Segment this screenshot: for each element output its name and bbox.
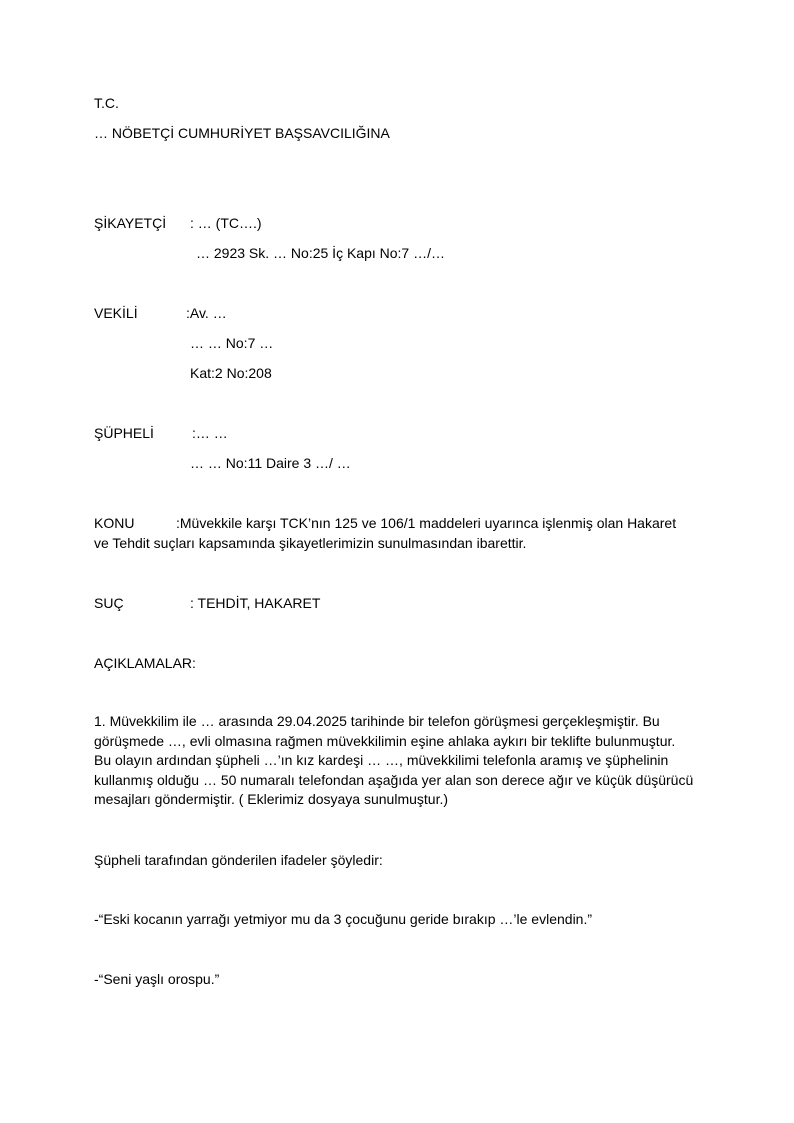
complainant-label: ŞİKAYETÇİ bbox=[94, 215, 167, 231]
attorney-address-line2: Kat:2 No:208 bbox=[190, 365, 272, 381]
suspect-value: :… … bbox=[192, 425, 228, 441]
suspect-label: ŞÜPHELİ bbox=[94, 425, 154, 441]
subject-label: KONU bbox=[94, 515, 135, 531]
complainant-value: : … (TC….) bbox=[190, 215, 262, 231]
paragraph-line: kullanmış olduğu … 50 numaralı telefondan aşağıda yer alan son derece ağır ve küçük düşürücü bbox=[94, 771, 694, 788]
crime-value: : TEHDİT, HAKARET bbox=[190, 595, 321, 611]
quote-1: -“Eski kocanın yarrağı yetmiyor mu da 3 çocuğunu geride bırakıp …’le evlendin.” bbox=[94, 911, 593, 927]
attorney-value: :Av. … bbox=[186, 305, 227, 321]
statements-intro: Şüpheli tarafından gönderilen ifadeler şöyledir: bbox=[94, 852, 383, 868]
header-tc: T.C. bbox=[94, 95, 119, 111]
suspect-address: … … No:11 Daire 3 …/ … bbox=[190, 455, 351, 471]
subject-line2: ve Tehdit suçları kapsamında şikayetlerimizin sunulmasından ibarettir. bbox=[94, 535, 527, 551]
subject-line1: :Müvekkile karşı TCK’nın 125 ve 106/1 maddeleri uyarınca işlenmiş olan Hakaret bbox=[176, 515, 677, 531]
complainant-address: … 2923 Sk. … No:25 İç Kapı No:7 …/… bbox=[196, 245, 445, 261]
attorney-address-line1: … … No:7 … bbox=[190, 335, 274, 351]
header-office: … NÖBETÇİ CUMHURİYET BAŞSAVCILIĞINA bbox=[94, 125, 390, 141]
explanation-paragraph-1 bbox=[94, 712, 706, 810]
paragraph-line: Bu olayın ardından şüpheli …’ın kız kardeşi … …, müvekkilimi telefonla aramış ve şüphelinin bbox=[94, 752, 669, 768]
attorney-label: VEKİLİ bbox=[94, 305, 138, 321]
crime-label: SUÇ bbox=[94, 595, 124, 611]
paragraph-line: mesajları göndermiştir. ( Eklerimiz dosyaya sunulmuştur.) bbox=[94, 791, 449, 807]
paragraph-line: görüşmede …, evli olmasına rağmen müvekkilimin eşine ahlaka aykırı bir teklifte bulunmuştur. bbox=[94, 732, 676, 749]
explanations-heading: AÇIKLAMALAR: bbox=[94, 655, 196, 671]
paragraph-line: 1. Müvekkilim ile … arasında 29.04.2025 tarihinde bir telefon görüşmesi gerçekleşmiştir. Bu bbox=[94, 713, 660, 729]
quote-2: -“Seni yaşlı orospu.” bbox=[94, 971, 220, 987]
